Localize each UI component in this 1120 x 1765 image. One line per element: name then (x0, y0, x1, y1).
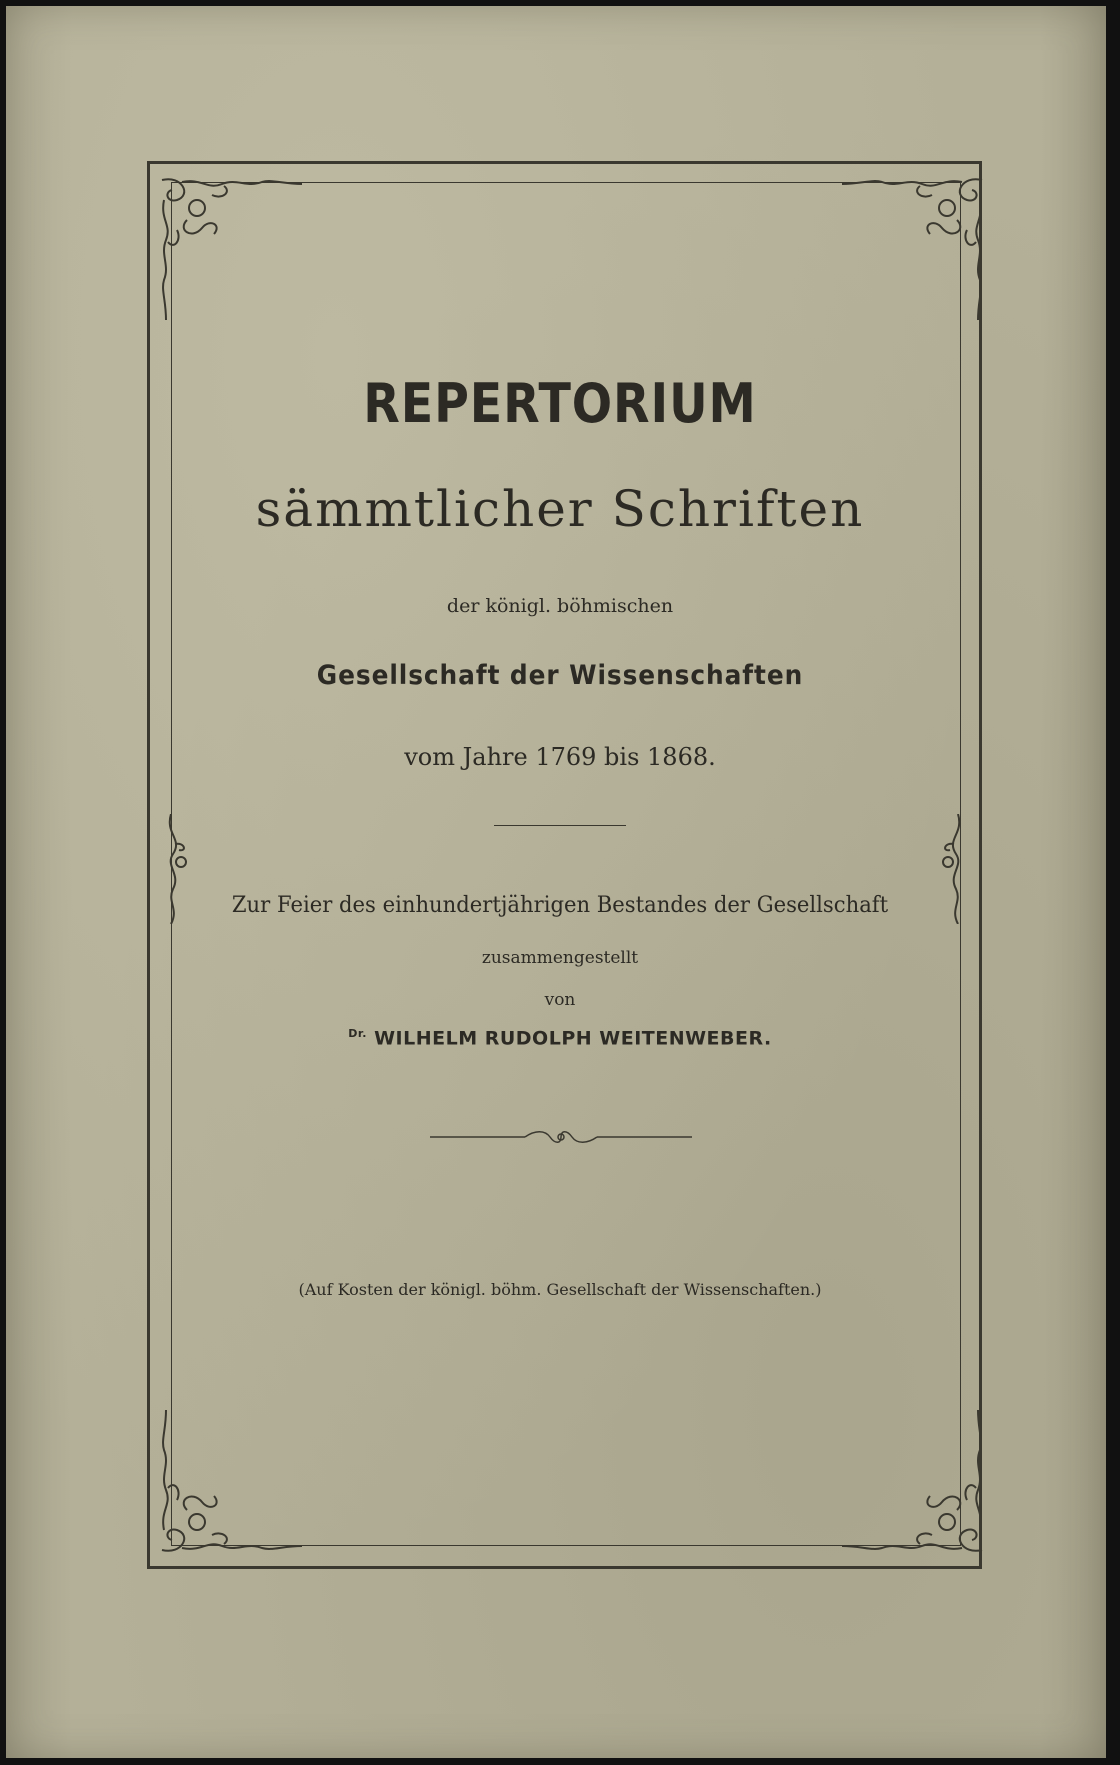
imprint-line: (Auf Kosten der königl. böhm. Gesellschaft der Wissenschaften.) (298, 1280, 822, 1299)
corner-ornament-top-right (832, 170, 992, 330)
ornamental-divider (430, 1126, 692, 1148)
title-page (6, 6, 1106, 1758)
title-line-3: der königl. böhmischen (446, 595, 674, 617)
title-line-5: vom Jahre 1769 bis 1868. (404, 743, 716, 771)
corner-ornament-bottom-right (832, 1400, 992, 1560)
by-line: von (544, 990, 576, 1010)
author-prefix: Dr. (348, 1027, 367, 1040)
title-line-2: sämmtlicher Schriften (255, 480, 865, 538)
corner-ornament-top-left (152, 170, 312, 330)
compiled-line: zusammengestellt (481, 948, 639, 968)
author-line (0, 1027, 1120, 1049)
author-name: WILHELM RUDOLPH WEITENWEBER. (366, 1027, 772, 1050)
corner-ornament-bottom-left (152, 1400, 312, 1560)
title-line-1: REPERTORIUM (363, 372, 757, 435)
short-rule-divider (494, 825, 626, 826)
dedication-line: Zur Feier des einhundertjährigen Bestandes der Gesellschaft (231, 893, 889, 918)
title-line-4: Gesellschaft der Wissenschaften (316, 660, 804, 691)
